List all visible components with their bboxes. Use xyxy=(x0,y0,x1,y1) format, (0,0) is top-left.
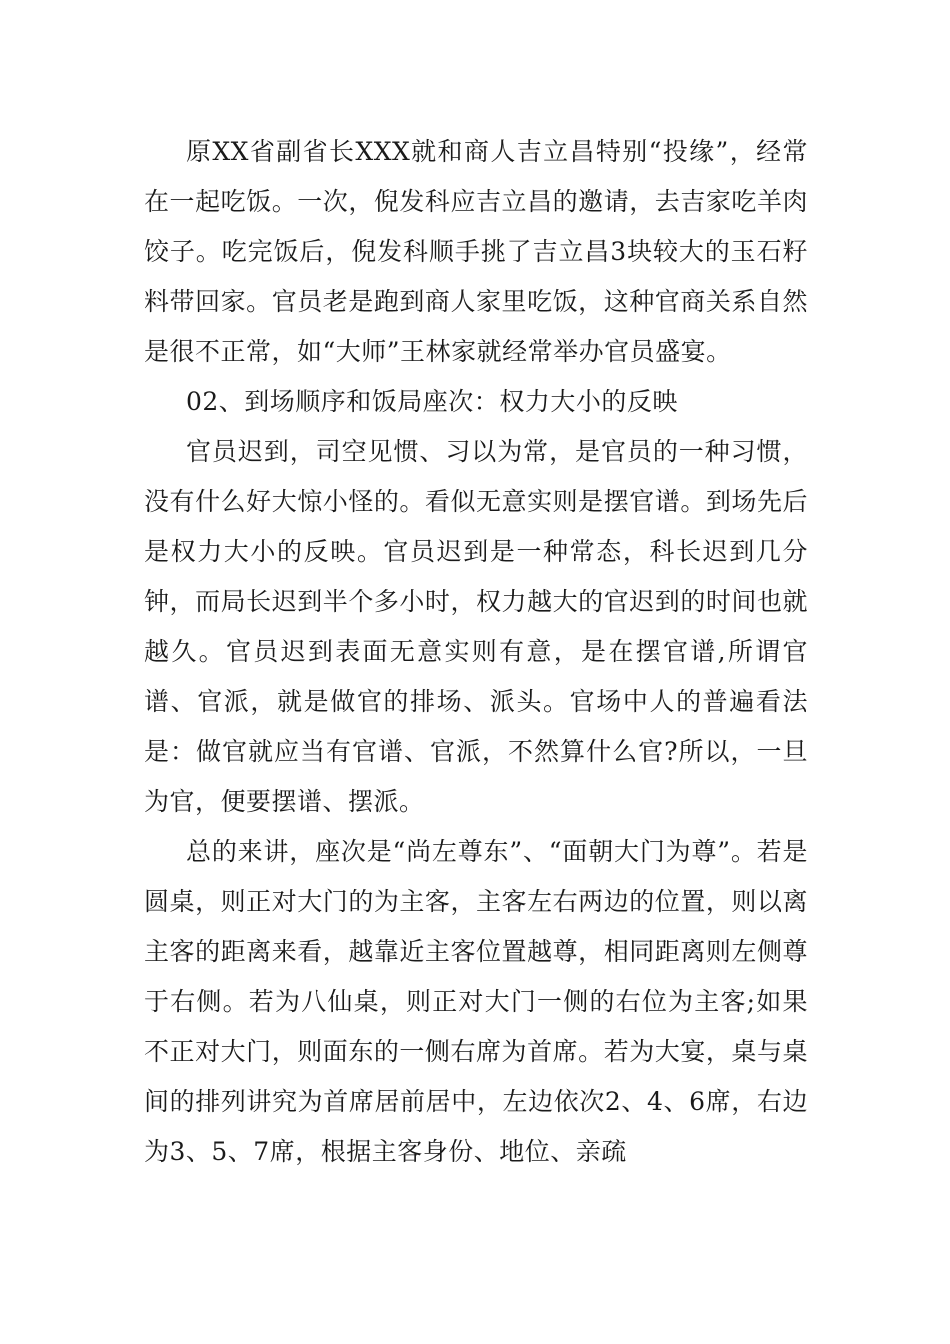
document-body xyxy=(144,127,808,1177)
paragraph-seating-rules: 总的来讲，座次是“尚左尊东”、“面朝大门为尊”。若是圆桌，则正对大门的为主客，主客左右两边的位置，则以离主客的距离来看，越靠近主客位置越尊，相同距离则左侧尊于右侧。若为八仙桌，则正对大门一侧的右位为主客;如果不正对大门，则面东的一侧右席为首席。若为大宴，桌与桌间的排列讲究为首席居前居中，左边依次2、4、6席，右边为3、5、7席，根据主客身份、地位、亲疏 xyxy=(144,837,809,1166)
paragraph-officials-dining: 原XX省副省长XXX就和商人吉立昌特别“投缘”，经常在一起吃饭。一次，倪发科应吉立昌的邀请，去吉家吃羊肉饺子。吃完饭后，倪发科顺手挑了吉立昌3块较大的玉石籽料带回家。官员老是跑到商人家里吃饭，这种官商关系自然是很不正常，如“大师”王林家就经常举办官员盛宴。 xyxy=(144,137,808,366)
section-heading-seating-order: 02、到场顺序和饭局座次：权力大小的反映 xyxy=(186,387,678,416)
paragraph-arrival-order: 官员迟到，司空见惯、习以为常，是官员的一种习惯，没有什么好大惊小怪的。看似无意实则是摆官谱。到场先后是权力大小的反映。官员迟到是一种常态，科长迟到几分钟，而局长迟到半个多小时，权力越大的官迟到的时间也就越久。官员迟到表面无意实则有意，是在摆官谱,所谓官谱、官派，就是做官的排场、派头。官场中人的普遍看法是：做官就应当有官谱、官派，不然算什么官?所以，一旦为官，便要摆谱、摆派。 xyxy=(144,437,808,816)
